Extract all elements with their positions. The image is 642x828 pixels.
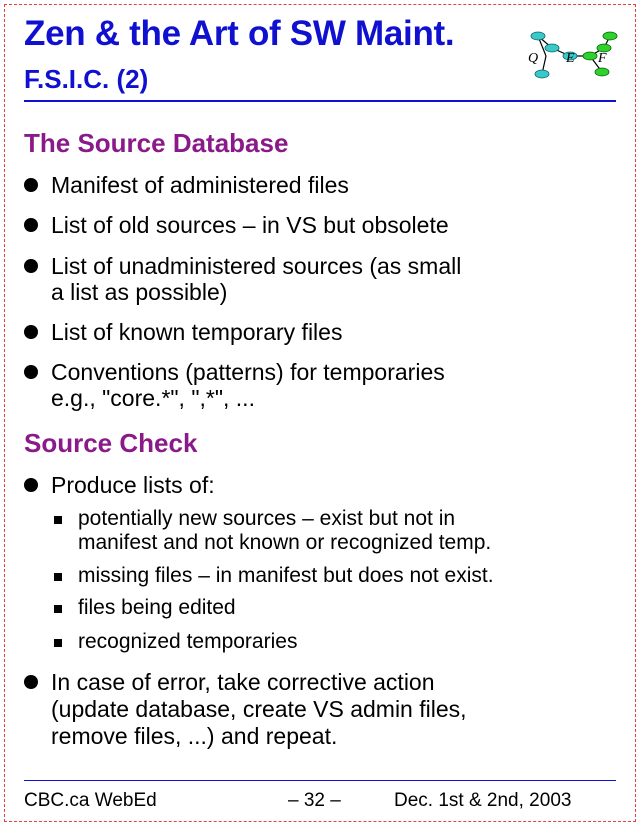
logo-letter-q: Q [528, 51, 539, 66]
bullet-dot-icon [24, 259, 38, 273]
square-bullet-icon [54, 639, 62, 647]
footer-divider [24, 780, 616, 781]
title-divider [24, 100, 616, 102]
section-heading-source-check: Source Check [24, 428, 198, 458]
footer-page-number: – 32 – [288, 790, 341, 811]
bullet-dot-icon [24, 325, 38, 339]
footer-date: Dec. 1st & 2nd, 2003 [394, 790, 572, 811]
bullet-dot-icon [24, 675, 38, 689]
qef-logo-icon [524, 26, 620, 84]
logo-letter-e: E [566, 51, 575, 66]
bullet-dot-icon [24, 365, 38, 379]
footer-left: CBC.ca WebEd [24, 790, 157, 811]
square-bullet-icon [54, 605, 62, 613]
square-bullet-icon [54, 573, 62, 581]
logo-letter-f: F [598, 51, 607, 66]
slide-subtitle: F.S.I.C. (2) [24, 64, 149, 94]
bullet-dot-icon [24, 478, 38, 492]
bullet-dot-icon [24, 218, 38, 232]
square-bullet-icon [54, 516, 62, 524]
bullet-dot-icon [24, 178, 38, 192]
section-heading-source-database: The Source Database [24, 128, 289, 158]
slide-title: Zen & the Art of SW Maint. [24, 14, 455, 53]
